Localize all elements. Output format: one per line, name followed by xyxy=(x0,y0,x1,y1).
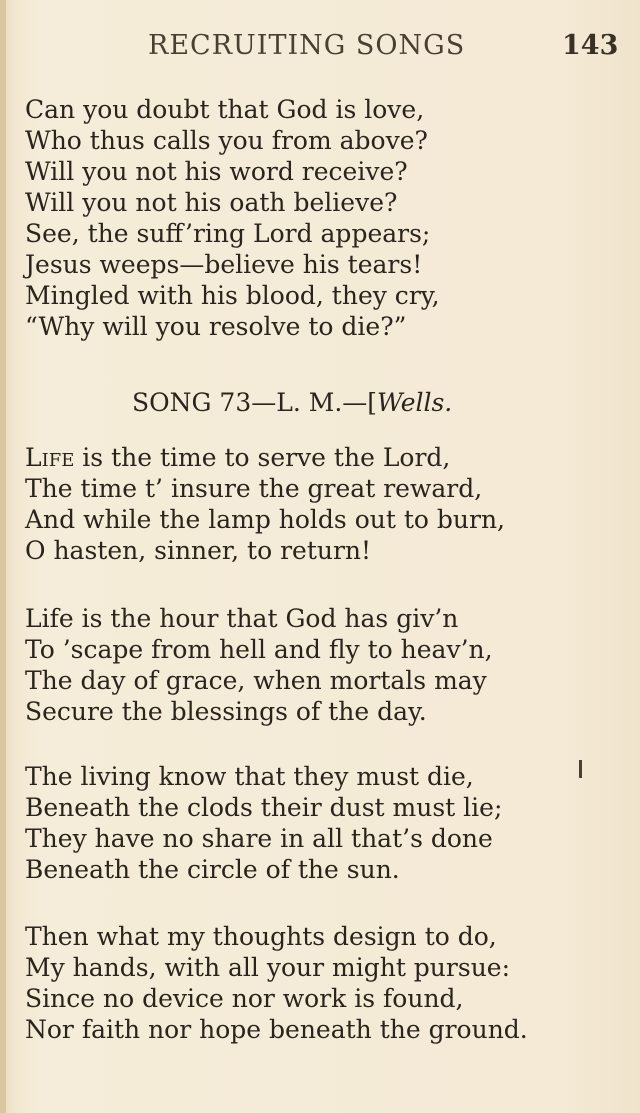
first-word: Life xyxy=(25,443,75,472)
verse-line: Beneath the clods their dust must lie; xyxy=(25,793,503,822)
song-title xyxy=(132,388,452,417)
verse-line xyxy=(25,442,505,473)
verse-line: Who thus calls you from above? xyxy=(25,126,428,155)
running-header: RECRUITING SONGS xyxy=(148,30,466,61)
song-composer: Wells. xyxy=(377,388,453,417)
song-title-prefix: SONG 73—L. M.—[ xyxy=(132,388,378,417)
stanza-3 xyxy=(25,761,502,885)
verse-line: Can you doubt that God is love, xyxy=(25,95,425,124)
verse-line: Beneath the circle of the sun. xyxy=(25,855,400,884)
verse-line: The time t’ insure the great reward, xyxy=(25,474,483,503)
verse-line: Will you not his word receive? xyxy=(25,157,408,186)
verse-line: The day of grace, when mortals may xyxy=(25,666,487,695)
verse-line: Jesus weeps—believe his tears! xyxy=(25,250,423,279)
verse-line: The living know that they must die, xyxy=(25,762,474,791)
verse-line: Since no device nor work is found, xyxy=(25,984,464,1013)
verse-line: Life is the hour that God has giv’n xyxy=(25,604,459,633)
page-number: 143 xyxy=(562,30,619,61)
verse-line: O hasten, sinner, to return! xyxy=(25,536,372,565)
verse-line: Then what my thoughts design to do, xyxy=(25,922,497,951)
verse-line: My hands, with all your might pursue: xyxy=(25,953,511,982)
verse-line: And while the lamp holds out to burn, xyxy=(25,505,506,534)
stanza-4 xyxy=(25,921,528,1045)
verse-line: They have no share in all that’s done xyxy=(25,824,493,853)
verse-line: Will you not his oath believe? xyxy=(25,188,398,217)
verse-line: Mingled with his blood, they cry, xyxy=(25,281,440,310)
first-line-rest: is the time to serve the Lord, xyxy=(74,443,451,472)
stanza-intro xyxy=(25,94,440,342)
margin-mark xyxy=(579,760,582,778)
stanza-2 xyxy=(25,603,493,727)
verse-line: See, the suff’ring Lord appears; xyxy=(25,219,431,248)
stanza-1 xyxy=(25,442,505,566)
verse-line: To ’scape from hell and fly to heav’n, xyxy=(25,635,493,664)
page-gutter xyxy=(0,0,6,1113)
verse-line: Nor faith nor hope beneath the ground. xyxy=(25,1015,528,1044)
verse-line: Secure the blessings of the day. xyxy=(25,697,427,726)
verse-line: “Why will you resolve to die?” xyxy=(25,312,407,341)
